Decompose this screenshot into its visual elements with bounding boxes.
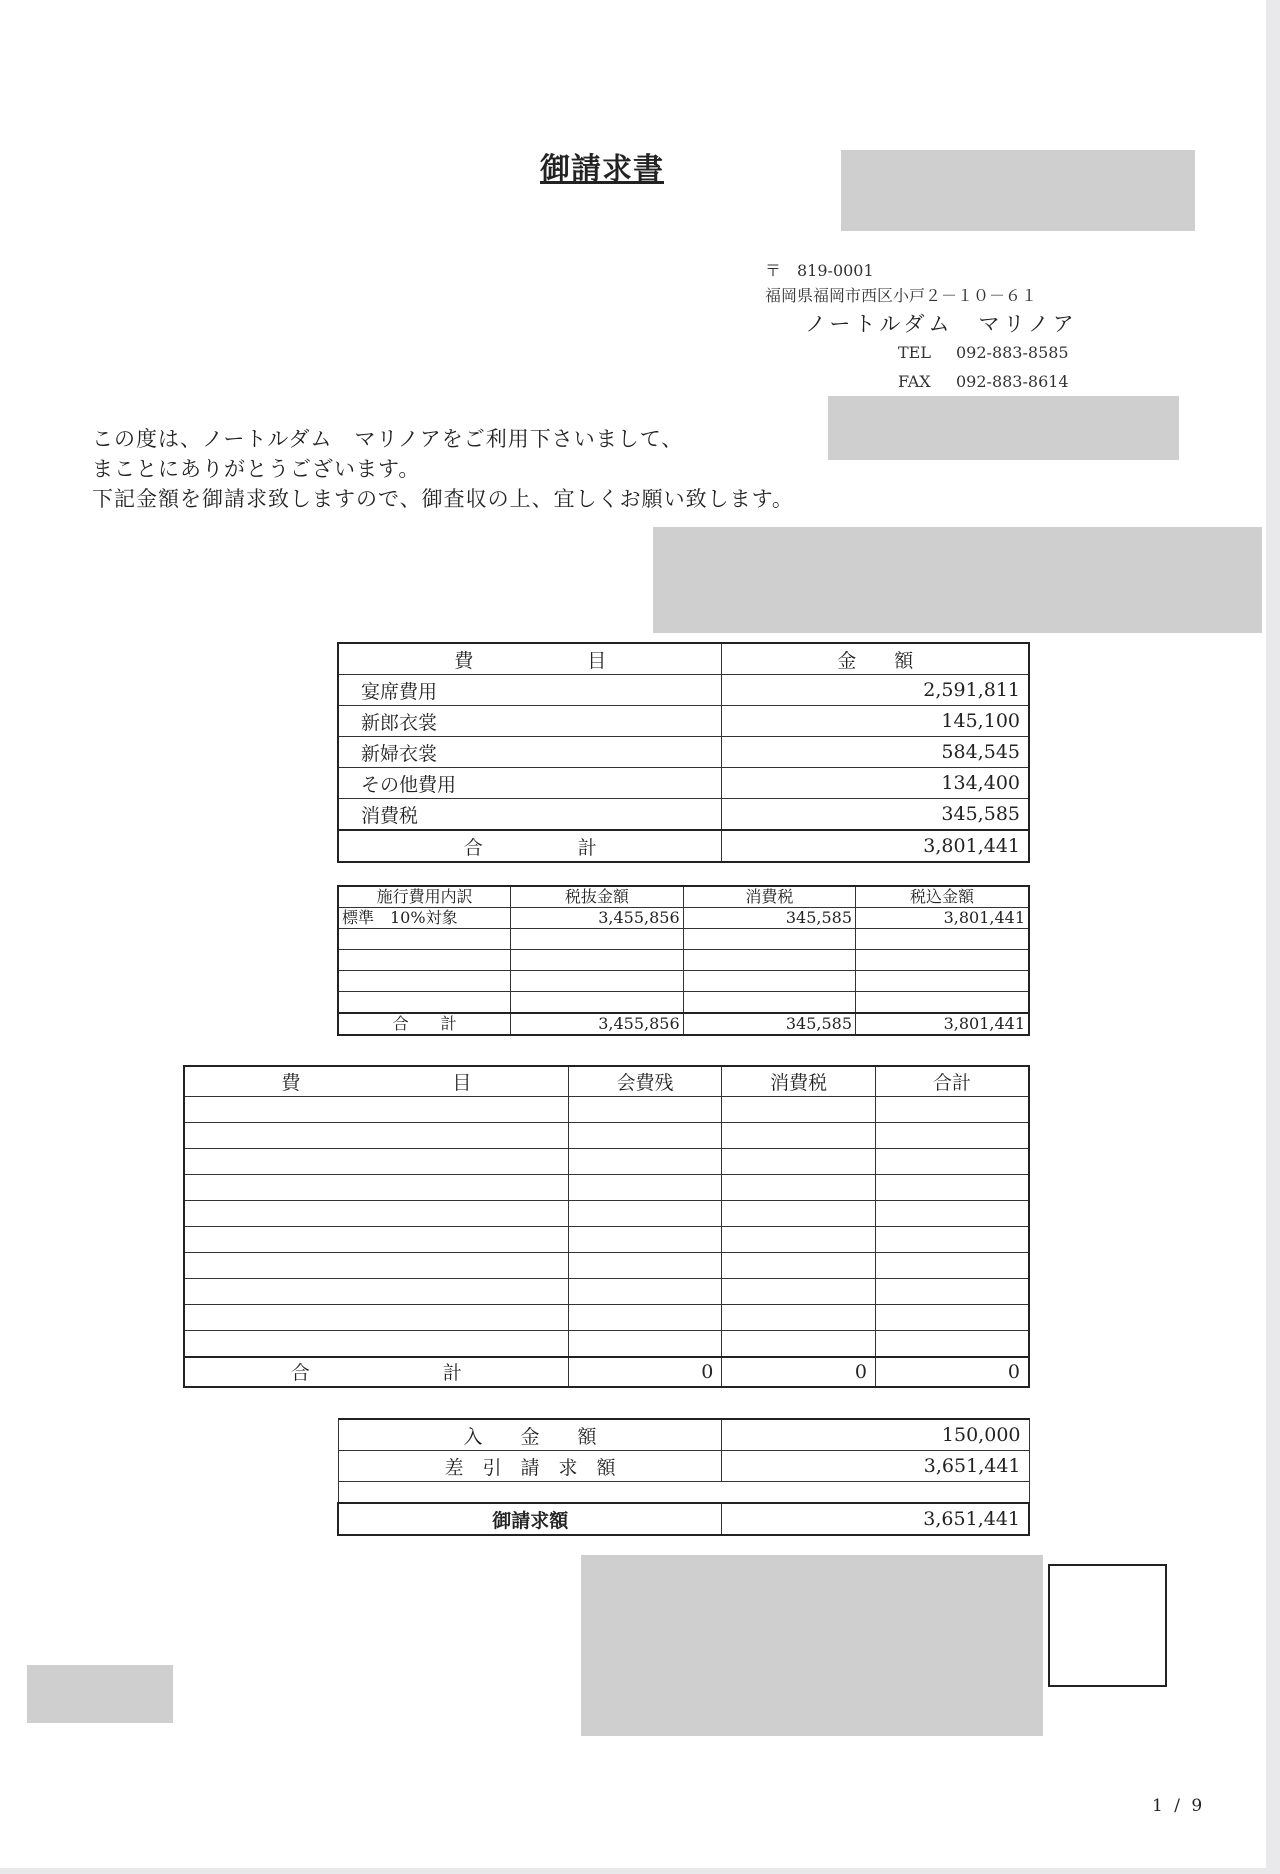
table-row	[184, 1122, 1029, 1148]
balance-label: 差 引 請 求 額	[338, 1451, 722, 1482]
received-label: 入 金 額	[338, 1419, 722, 1451]
table-row	[338, 737, 1029, 768]
greeting-line: まことにありがとうございます。	[92, 457, 421, 481]
blank-row	[338, 1482, 1029, 1504]
redacted-area	[27, 1665, 173, 1723]
header-tax: 消費税	[683, 886, 855, 908]
total-tax: 0	[722, 1357, 876, 1387]
pre-tax-cell: 3,455,856	[511, 908, 683, 929]
issuer-address: 福岡県福岡市西区小戸２－１０－６１	[765, 286, 1038, 305]
redacted-area	[841, 150, 1195, 231]
redacted-area	[828, 396, 1179, 460]
issuer-postal: 〒 819-0001	[765, 261, 874, 280]
item-amount: 2,591,811	[722, 675, 1029, 706]
breakdown-table	[337, 885, 1030, 1036]
header-with-tax: 税込金額	[856, 886, 1030, 908]
redacted-area	[653, 527, 1262, 633]
table-row	[338, 950, 1029, 971]
header-item: 費 目	[338, 643, 722, 675]
table-row	[338, 971, 1029, 992]
page-number: 1 / 9	[1152, 1796, 1206, 1816]
invoice-row	[338, 1503, 1029, 1535]
table-row	[184, 1096, 1029, 1122]
table-row	[184, 1148, 1029, 1174]
category-cell: 標準 10%対象	[338, 908, 511, 929]
table-row	[338, 706, 1029, 737]
header-total: 合計	[875, 1066, 1029, 1096]
greeting-line: 下記金額を御請求致しますので、御査収の上、宜しくお願い致します。	[92, 487, 794, 511]
table-row	[184, 1252, 1029, 1278]
table-row	[184, 1226, 1029, 1252]
total-row	[338, 830, 1029, 862]
total-with-tax: 3,801,441	[856, 1013, 1030, 1035]
greeting-line: この度は、ノートルダム マリノアをご利用下さいまして、	[92, 427, 684, 451]
table-row	[184, 1304, 1029, 1330]
table-row	[184, 1278, 1029, 1304]
summary-table	[337, 642, 1030, 863]
payment-table	[337, 1418, 1030, 1536]
greeting-text	[92, 424, 794, 514]
total-tax: 345,585	[683, 1013, 855, 1035]
header-amount: 金 額	[722, 643, 1029, 675]
received-amount: 150,000	[722, 1419, 1029, 1451]
table-row	[338, 768, 1029, 799]
received-row	[338, 1419, 1029, 1451]
balance-amount: 3,651,441	[722, 1451, 1029, 1482]
item-name: 消費税	[338, 799, 722, 831]
fee-table	[183, 1065, 1030, 1388]
table-row	[338, 799, 1029, 831]
table-row	[338, 929, 1029, 950]
total-remaining: 0	[568, 1357, 722, 1387]
total-label: 合 計	[338, 1013, 511, 1035]
total-amount: 3,801,441	[722, 830, 1029, 862]
item-amount: 345,585	[722, 799, 1029, 831]
header-tax: 消費税	[722, 1066, 876, 1096]
redacted-area	[581, 1555, 1043, 1736]
stamp-box	[1048, 1564, 1167, 1687]
table-row	[338, 908, 1029, 929]
invoice-amount: 3,651,441	[722, 1503, 1029, 1535]
total-label: 合 計	[184, 1357, 568, 1387]
item-name: 新郎衣裳	[338, 706, 722, 737]
total-row	[338, 1013, 1029, 1035]
document-title: 御請求書	[540, 152, 664, 187]
tel-label: TEL	[898, 343, 931, 362]
tel-number: 092-883-8585	[956, 343, 1069, 362]
item-name: その他費用	[338, 768, 722, 799]
table-row	[184, 1174, 1029, 1200]
total-sum: 0	[875, 1357, 1029, 1387]
fax-label: FAX	[898, 372, 931, 391]
table-row	[184, 1200, 1029, 1226]
header-remaining: 会費残	[568, 1066, 722, 1096]
with-tax-cell: 3,801,441	[856, 908, 1030, 929]
table-row	[338, 992, 1029, 1014]
tax-cell: 345,585	[683, 908, 855, 929]
fax-number: 092-883-8614	[956, 372, 1069, 391]
item-amount: 134,400	[722, 768, 1029, 799]
item-amount: 145,100	[722, 706, 1029, 737]
item-name: 宴席費用	[338, 675, 722, 706]
balance-row	[338, 1451, 1029, 1482]
item-amount: 584,545	[722, 737, 1029, 768]
header-category: 施行費用内訳	[338, 886, 511, 908]
issuer-name: ノートルダム マリノア	[805, 312, 1078, 336]
header-pre-tax: 税抜金額	[511, 886, 683, 908]
table-row	[184, 1330, 1029, 1357]
item-name: 新婦衣裳	[338, 737, 722, 768]
total-label: 合 計	[338, 830, 722, 862]
table-row	[338, 675, 1029, 706]
total-row	[184, 1357, 1029, 1387]
header-item: 費 目	[184, 1066, 568, 1096]
total-pre-tax: 3,455,856	[511, 1013, 683, 1035]
invoice-label: 御請求額	[338, 1503, 722, 1535]
